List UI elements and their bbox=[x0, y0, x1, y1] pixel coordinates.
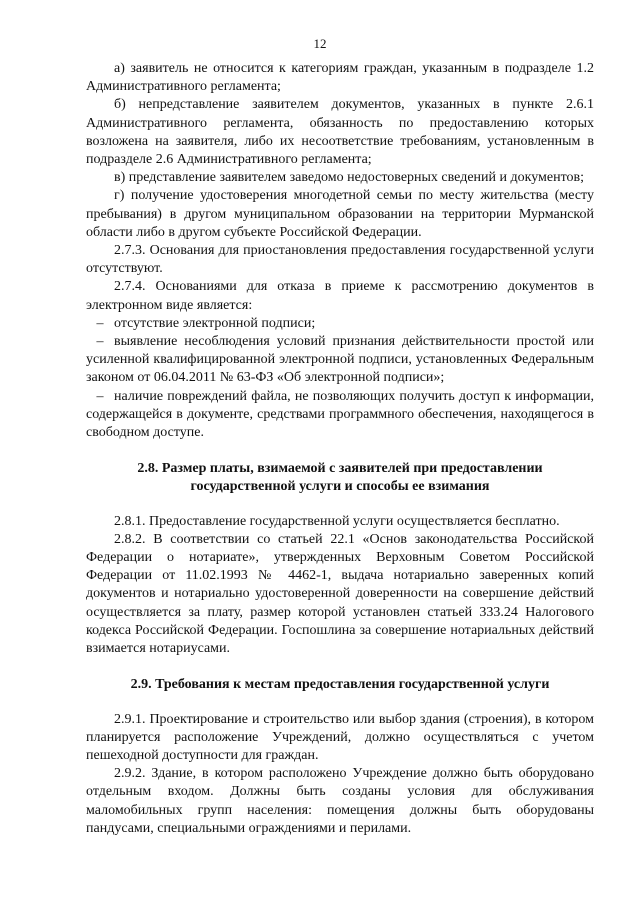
paragraph-a: а) заявитель не относится к категориям граждан, указанным в подразделе 1.2 Административного регламента; bbox=[86, 61, 594, 95]
document-body bbox=[86, 60, 594, 838]
list-item-text: отсутствие электронной подписи; bbox=[114, 315, 316, 331]
paragraph-2-7-4: 2.7.4. Основаниями для отказа в приеме к рассмотрению документов в электронном виде является: bbox=[86, 279, 594, 313]
list-item bbox=[86, 315, 594, 333]
paragraph-2-8-2: 2.8.2. В соответствии со статьей 22.1 «Основ законодательства Российской Федерации о нотариате», утвержденных Верховным Советом Российской Федерации от 11.02.1993 № 4462-1, выдача нотариально заверенных копий документов и нотариально удостоверенной доверенности на совершение действий осуществляется за плату, размер которой установлен статьей 333.24 Налогового кодекса Российской Федерации. Госпошлина за совершение нотариальных действий взимается нотариусами. bbox=[86, 531, 594, 657]
paragraph-v: в) представление заявителем заведомо недостоверных сведений и документов; bbox=[114, 170, 585, 186]
paragraph-2-7-3: 2.7.3. Основания для приостановления предоставления государственной услуги отсутствуют. bbox=[86, 243, 594, 277]
paragraph-g: г) получение удостоверения многодетной семьи по месту жительства (месту пребывания) в другом муниципальном образовании на территории Мурманской области либо в другом субъекте Российской Федерации. bbox=[86, 188, 594, 240]
dash-marker: – bbox=[96, 315, 104, 331]
paragraph-2-8-1: 2.8.1. Предоставление государственной услуги осуществляется бесплатно. bbox=[114, 513, 560, 529]
paragraph-2-9-1: 2.9.1. Проектирование и строительство или выбор здания (строения), в котором планируется расположение Учреждений, должно осуществляться с учетом пешеходной доступности для граждан. bbox=[86, 711, 594, 763]
list-item bbox=[86, 333, 594, 388]
list-item-text: наличие повреждений файла, не позволяющих получить доступ к информации, содержащейся в документе, средствами программного обеспечения, находящегося в свободном доступе. bbox=[86, 388, 594, 441]
section-heading-2-8-line1: 2.8. Размер платы, взимаемой с заявителей при предоставлении bbox=[137, 461, 543, 477]
section-heading-2-9: 2.9. Требования к местам предоставления государственной услуги bbox=[130, 677, 550, 693]
section-heading-2-8-line2: государственной услуги и способы ее взимания bbox=[190, 479, 490, 495]
dash-marker: – bbox=[96, 334, 104, 350]
dash-marker: – bbox=[96, 388, 104, 404]
paragraph-b: б) непредставление заявителем документов, указанных в пункте 2.6.1 Административного регламента, обязанность по предоставлению которых возложена на заявителя, либо их несоответствие требованиям, установленным в подразделе 2.6 Административного регламента; bbox=[86, 97, 594, 168]
list-item-text: выявление несоблюдения условий признания действительности простой или усиленной квалифицированной электронной подписи, установленных Федеральным законом от 06.04.2011 № 63-ФЗ «Об электронной подписи»; bbox=[86, 334, 594, 386]
page-number: 12 bbox=[313, 36, 327, 51]
paragraph-2-9-2: 2.9.2. Здание, в котором расположено Учреждение должно быть оборудовано отдельным входом. Должны быть созданы условия для обслуживания маломобильных групп населения: помещения должны быть оборудованы пандусами, специальными ограждениями и перилами. bbox=[86, 766, 594, 836]
list-item bbox=[86, 388, 594, 443]
